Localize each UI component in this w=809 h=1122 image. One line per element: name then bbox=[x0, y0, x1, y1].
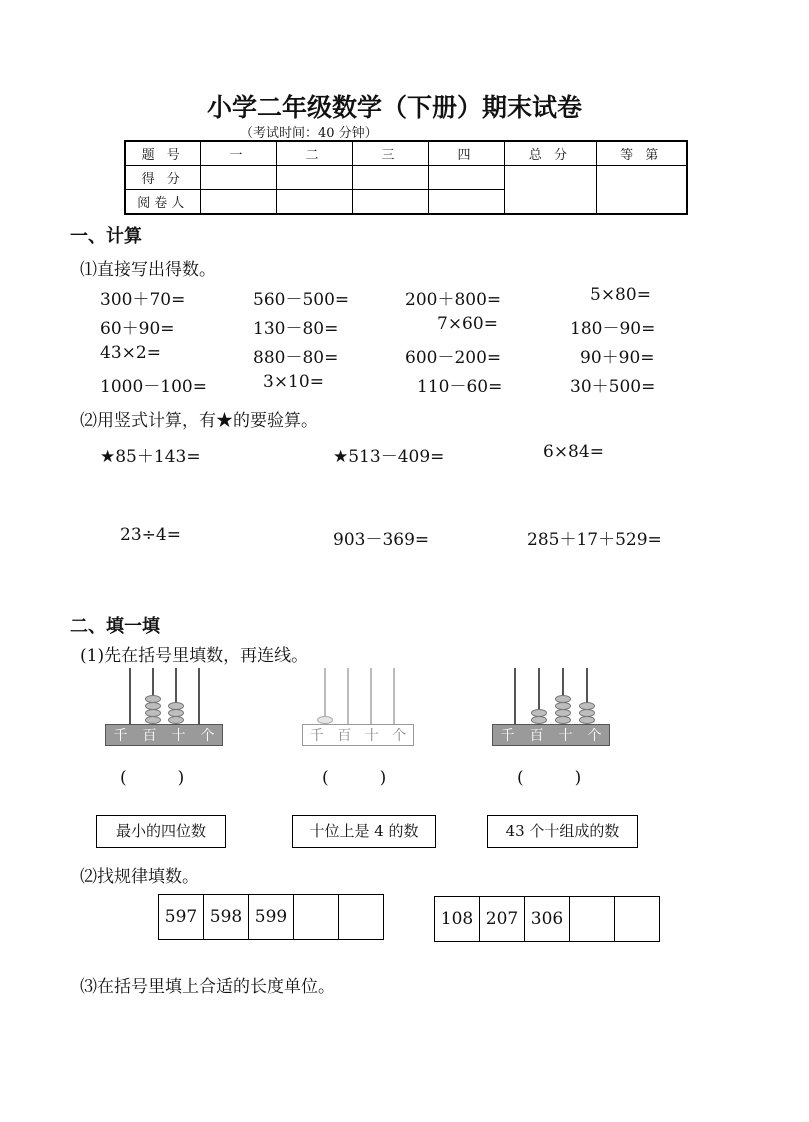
header-cell: 题 号 bbox=[125, 141, 200, 166]
calc-item: 30＋500= bbox=[570, 377, 656, 397]
abacus-label-thousands: 千 bbox=[309, 728, 324, 744]
score-cell[interactable] bbox=[276, 166, 352, 190]
abacus-label-hundreds: 百 bbox=[142, 728, 157, 744]
section2-heading: 二、填一填 bbox=[70, 616, 160, 637]
sequence-1 bbox=[158, 894, 384, 940]
calc-item: 130－80= bbox=[253, 319, 339, 339]
section2-q2-label: ⑵找规律填数。 bbox=[80, 867, 199, 887]
calc-item: 7×60= bbox=[437, 314, 498, 334]
calc-item: 300＋70= bbox=[100, 290, 186, 310]
score-table bbox=[124, 140, 688, 215]
abacus-label-tens: 十 bbox=[171, 728, 186, 744]
calc-item: 880－80= bbox=[253, 348, 339, 368]
header-cell: 等 第 bbox=[596, 141, 687, 166]
calc-item: 200＋800= bbox=[405, 290, 502, 310]
header-cell: 二 bbox=[276, 141, 352, 166]
seq-cell: 306 bbox=[525, 897, 570, 941]
abacus-2 bbox=[302, 668, 414, 748]
page-title: 小学二年级数学（下册）期末试卷 bbox=[207, 93, 583, 122]
match-box-smallest-four-digit[interactable]: 最小的四位数 bbox=[96, 815, 226, 848]
answer-paren-3[interactable]: ( ) bbox=[517, 768, 582, 788]
vertical-calc-item: 903－369= bbox=[333, 530, 430, 550]
abacus-label-tens: 十 bbox=[558, 728, 573, 744]
abacus-label-ones: 个 bbox=[200, 728, 215, 744]
calc-item: 3×10= bbox=[263, 372, 324, 392]
grader-cell[interactable] bbox=[352, 190, 428, 215]
seq-blank-cell[interactable] bbox=[339, 895, 383, 939]
score-cell[interactable] bbox=[428, 166, 504, 190]
grade-cell[interactable] bbox=[596, 166, 687, 215]
seq-cell: 598 bbox=[204, 895, 249, 939]
calc-item: 110－60= bbox=[417, 377, 503, 397]
total-score-cell[interactable] bbox=[504, 166, 596, 215]
abacus-label-tens: 十 bbox=[364, 728, 379, 744]
match-box-43-tens[interactable]: 43 个十组成的数 bbox=[487, 815, 638, 848]
answer-paren-2[interactable]: ( ) bbox=[322, 768, 387, 788]
seq-cell: 108 bbox=[435, 897, 480, 941]
vertical-calc-item: ★85＋143= bbox=[100, 447, 201, 467]
header-cell: 总 分 bbox=[504, 141, 596, 166]
calc-item: 560－500= bbox=[253, 290, 350, 310]
grader-cell[interactable] bbox=[200, 190, 276, 215]
calc-item: 60＋90= bbox=[100, 319, 175, 339]
seq-blank-cell[interactable] bbox=[570, 897, 615, 941]
abacus-label-thousands: 千 bbox=[113, 728, 128, 744]
header-cell: 一 bbox=[200, 141, 276, 166]
score-row-label: 得 分 bbox=[125, 166, 200, 190]
vertical-calc-item: 23÷4= bbox=[120, 525, 181, 545]
seq-blank-cell[interactable] bbox=[615, 897, 659, 941]
section2-q3-label: ⑶在括号里填上合适的长度单位。 bbox=[80, 977, 335, 997]
grader-cell[interactable] bbox=[276, 190, 352, 215]
match-box-tens-digit-4[interactable]: 十位上是 4 的数 bbox=[292, 815, 436, 848]
calc-item: 180－90= bbox=[570, 319, 656, 339]
calc-item: 43×2= bbox=[100, 343, 161, 363]
section1-heading: 一、计算 bbox=[70, 226, 142, 247]
section2-q1-label: (1)先在括号里填数，再连线。 bbox=[80, 646, 309, 666]
vertical-calc-item: 285＋17＋529= bbox=[527, 530, 662, 550]
seq-blank-cell[interactable] bbox=[294, 895, 339, 939]
abacus-label-hundreds: 百 bbox=[337, 728, 352, 744]
section1-q2-label: ⑵用竖式计算，有★的要验算。 bbox=[80, 411, 318, 431]
section1-q1-label: ⑴直接写出得数。 bbox=[80, 260, 216, 280]
seq-cell: 597 bbox=[159, 895, 204, 939]
calc-item: 600－200= bbox=[405, 348, 502, 368]
grader-row-label: 阅卷人 bbox=[125, 190, 200, 215]
vertical-calc-item: 6×84= bbox=[543, 442, 604, 462]
abacus-1 bbox=[105, 668, 223, 748]
calc-item: 5×80= bbox=[590, 285, 651, 305]
seq-cell: 207 bbox=[480, 897, 525, 941]
calc-item: 1000－100= bbox=[100, 377, 207, 397]
header-cell: 三 bbox=[352, 141, 428, 166]
abacus-label-ones: 个 bbox=[392, 728, 407, 744]
vertical-calc-item: ★513－409= bbox=[333, 447, 445, 467]
header-cell: 四 bbox=[428, 141, 504, 166]
answer-paren-1[interactable]: ( ) bbox=[120, 768, 185, 788]
abacus-label-hundreds: 百 bbox=[529, 728, 544, 744]
score-cell[interactable] bbox=[352, 166, 428, 190]
exam-time: （考试时间：40 分钟） bbox=[240, 126, 378, 141]
abacus-label-ones: 个 bbox=[587, 728, 602, 744]
score-cell[interactable] bbox=[200, 166, 276, 190]
calc-item: 90＋90= bbox=[580, 348, 655, 368]
seq-cell: 599 bbox=[249, 895, 294, 939]
grader-cell[interactable] bbox=[428, 190, 504, 215]
sequence-2 bbox=[434, 896, 660, 942]
abacus-label-thousands: 千 bbox=[500, 728, 515, 744]
abacus-3 bbox=[492, 668, 610, 748]
